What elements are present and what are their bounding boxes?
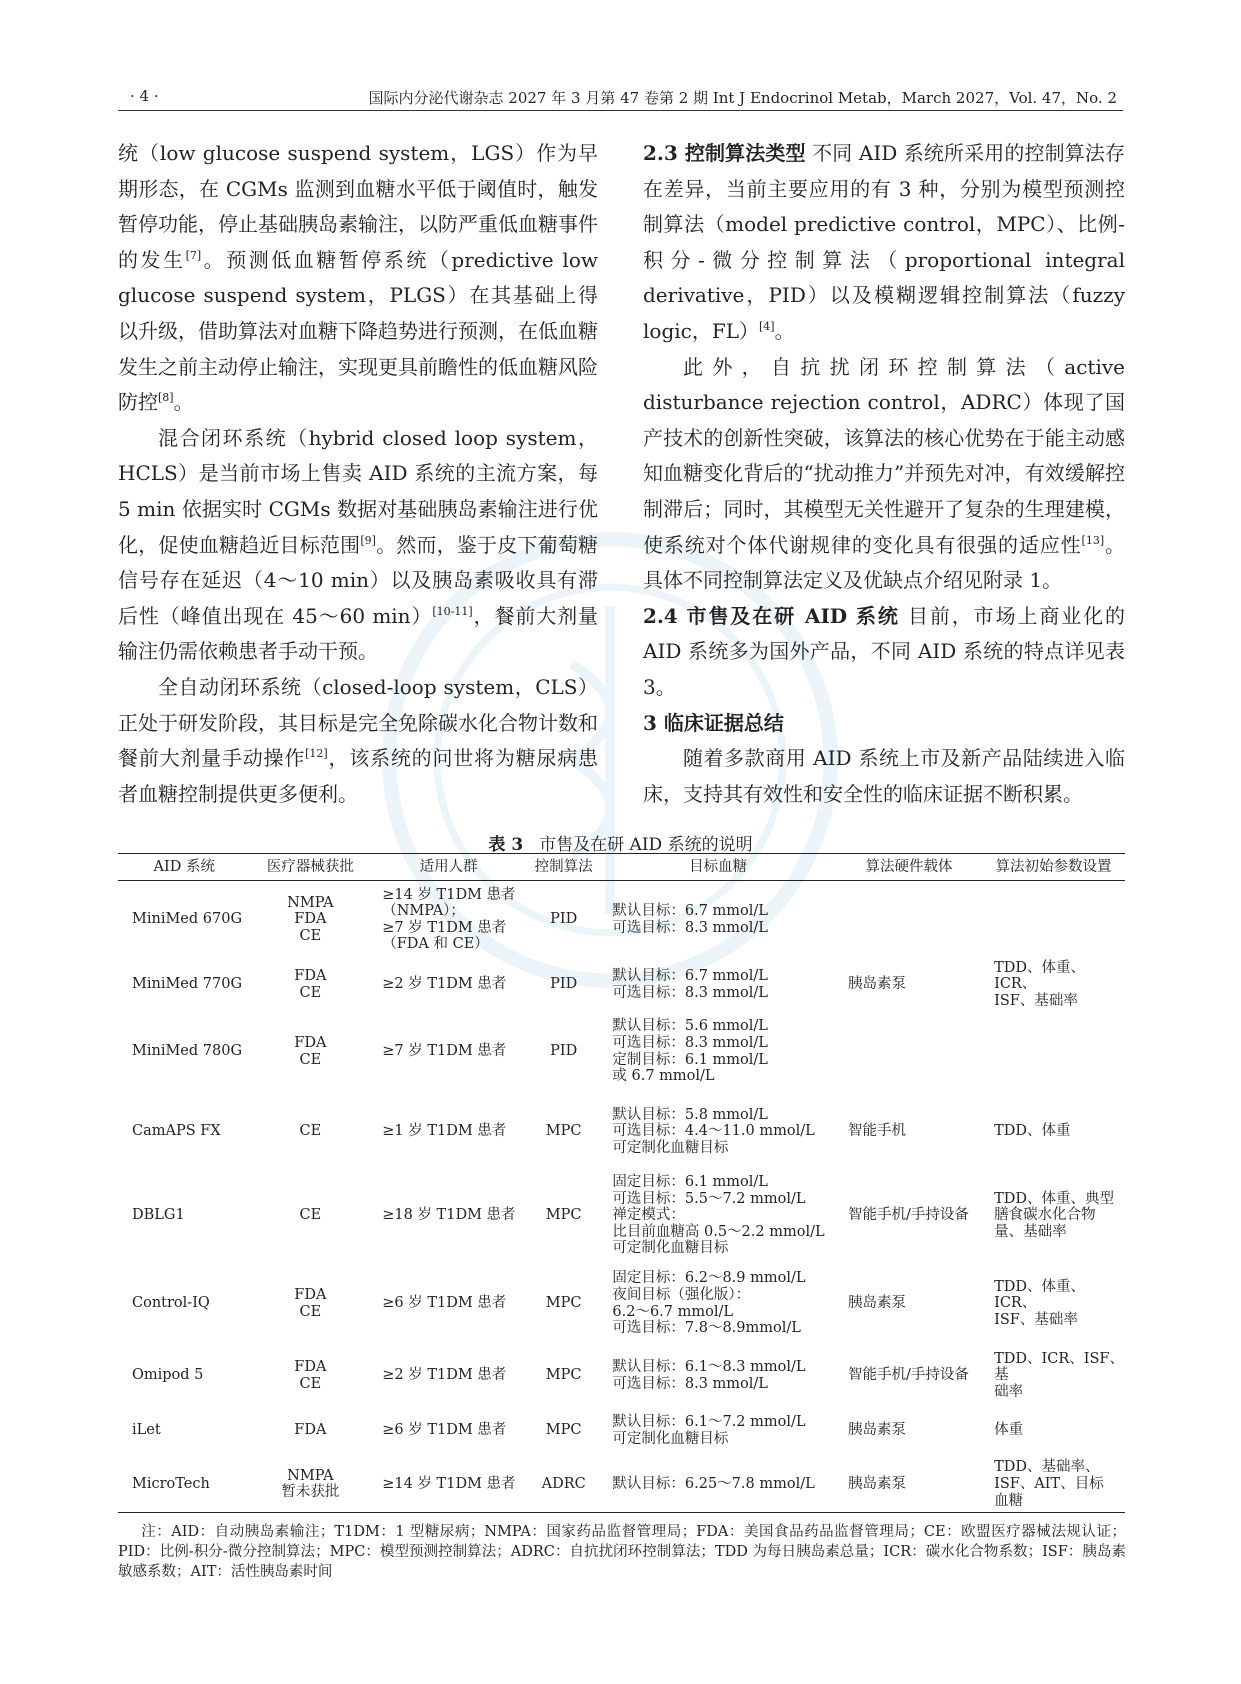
- table-cell: ≥2 岁 T1DM 患者: [382, 1367, 507, 1384]
- header-cell: 算法硬件载体: [836, 854, 982, 881]
- table-cell: 胰岛素泵: [836, 1457, 982, 1513]
- section-2-4: 2.4 市售及在研 AID 系统 目前，市场上商业化的 AID 系统多为国外产品，不同 AID 系统的特点详见表 3。: [643, 603, 1126, 699]
- table-cell: ≥1 岁 T1DM 患者: [382, 1123, 507, 1140]
- table-cell: ADRC: [527, 1457, 600, 1513]
- paragraph-adrc: 此外，自抗扰闭环控制算法（active disturbance rejection control，ADRC）体现了国产技术的创新性突破，该算法的核心优势在于能主动感知血糖变化背后的“扰动推力”并预先对冲，有效缓解控制滞后；同时，其模型无关性避开了复杂的生理建模，使系统对个体代谢规律的变化具有很强的适应性[13]。具体不同控制算法定义及优缺点介绍见附录 1。: [643, 354, 1126, 593]
- running-header: [118, 86, 1123, 111]
- table-row: [118, 1261, 1125, 1347]
- table-cell: [982, 881, 1125, 959]
- section-3-heading: 3 临床证据总结: [643, 710, 784, 735]
- table-cell: 智能手机/手持设备: [847, 1207, 969, 1224]
- table-cell: FDA CE: [294, 967, 327, 1001]
- table-cell: FDA CE: [294, 1286, 327, 1320]
- table-cell: FDA CE: [294, 1034, 327, 1068]
- table-cell: 默认目标：6.1～8.3 mmol/L 可选目标：8.3 mmol/L: [612, 1358, 806, 1392]
- journal-citation: 国际内分泌代谢杂志 2027 年 3 月第 47 卷第 2 期 Int J Endocrinol Metab，March 2027，Vol. 47，No. 2: [368, 89, 1117, 107]
- header-cell: 目标血糖: [600, 854, 836, 881]
- section-heading: 2.4 市售及在研 AID 系统: [643, 603, 900, 628]
- table-cell: 固定目标：6.1 mmol/L 可选目标：5.5～7.2 mmol/L 禅定模式： 比目前血糖高 0.5～2.2 mmol/L 可定制化血糖目标: [612, 1174, 825, 1257]
- table-cell: MPC: [545, 1295, 582, 1312]
- table-row: [118, 1457, 1125, 1513]
- table-title: 市售及在研 AID 系统的说明: [539, 835, 753, 855]
- table-cell: ≥6 岁 T1DM 患者: [382, 1422, 507, 1439]
- header-cell: 控制算法: [527, 854, 600, 881]
- table-cell: MiniMed 770G: [132, 976, 243, 993]
- table-cell: MPC: [545, 1123, 582, 1140]
- table-row: [118, 1171, 1125, 1261]
- paragraph-clinical: 随着多款商用 AID 系统上市及新产品陆续进入临床，支持其有效性和安全性的临床证据不断积累。: [643, 746, 1125, 806]
- table-cell: ≥18 岁 T1DM 患者: [382, 1207, 516, 1224]
- table-cell: MiniMed 780G: [132, 1043, 243, 1060]
- table-cell: TDD、体重: [994, 1123, 1071, 1140]
- table-cell: MiniMed 670G: [132, 911, 243, 928]
- table-cell: PID: [550, 1043, 578, 1060]
- page-number: · 4 ·: [130, 87, 159, 105]
- table-header-row: [118, 854, 1125, 881]
- table-cell: MPC: [545, 1367, 582, 1384]
- table-cell: 智能手机/手持设备: [847, 1367, 969, 1384]
- table-cell: FDA: [294, 1422, 327, 1439]
- table-cell: 默认目标：5.8 mmol/L 可选目标：4.4～11.0 mmol/L 可定制化血糖目标: [612, 1106, 815, 1156]
- table-row: [118, 1093, 1125, 1171]
- table-cell: ≥14 岁 T1DM 患者: [370, 1457, 527, 1513]
- table-row: [118, 1405, 1125, 1457]
- table-cell: [982, 1011, 1125, 1093]
- section-2-3: 2.3 控制算法类型 不同 AID 系统所采用的控制算法存在差异，当前主要应用的有 3 种，分别为模型预测控制算法（model predictive control，MPC）、比例-积分-微分控制算法（proportional integral derivative，PID）以及模糊逻辑控制算法（fuzzy logic，FL）[4]。: [643, 141, 1126, 343]
- table-cell: 体重: [994, 1422, 1024, 1439]
- paragraph-cls: 全自动闭环系统（closed-loop system，CLS）正处于研发阶段，其目标是完全免除碳水化合物计数和餐前大剂量手动操作[12]，该系统的问世将为糖尿病患者血糖控制提供更多便利。: [118, 674, 599, 806]
- table-cell: TDD、体重、ICR、 ISF、基础率: [994, 1278, 1086, 1328]
- table-cell: Control-IQ: [132, 1295, 210, 1312]
- table-cell: NMPA 暂未获批: [251, 1457, 371, 1513]
- table-cell: ≥14 岁 T1DM 患者 （NMPA）； ≥7 岁 T1DM 患者 （FDA 和 CE）: [382, 886, 516, 953]
- table-cell: [836, 1011, 982, 1093]
- table-cell: ≥7 岁 T1DM 患者: [382, 1043, 507, 1060]
- header-cell: AID 系统: [118, 854, 251, 881]
- table-cell: MicroTech: [118, 1457, 251, 1513]
- table-cell: ≥6 岁 T1DM 患者: [382, 1295, 507, 1312]
- table-cell: 默认目标：6.25～7.8 mmol/L: [600, 1457, 836, 1513]
- aid-systems-table: [118, 853, 1125, 1513]
- table-cell: CE: [299, 1207, 322, 1224]
- header-cell: 适用人群: [370, 854, 527, 881]
- table-cell: 胰岛素泵: [847, 1422, 906, 1439]
- paragraph-hcls: 混合闭环系统（hybrid closed loop system，HCLS）是当前市场上售卖 AID 系统的主流方案，每 5 min 依据实时 CGMs 数据对基础胰岛素输注进行优化，促使血糖趋近目标范围[9]。然而，鉴于皮下葡萄糖信号存在延迟（4～10 min）以及胰岛素吸收具有滞后性（峰值出现在 45～60 min）[10-11]，餐前大剂量输注仍需依赖患者手动干预。: [118, 425, 599, 664]
- table-cell: TDD、基础率、 ISF、AIT、目标 血糖: [982, 1457, 1125, 1513]
- table-cell: [836, 881, 982, 959]
- table-row: [118, 959, 1125, 1011]
- table-cell: PID: [550, 976, 578, 993]
- table-footnote: 注：AID：自动胰岛素输注；T1DM：1 型糖尿病；NMPA：国家药品监督管理局；FDA：美国食品药品监督管理局；CE：欧盟医疗器械法规认证；PID：比例-积分-微分控制算法；MPC：模型预测控制算法；ADRC：自抗扰闭环控制算法；TDD 为每日胰岛素总量；ICR：碳水化合物系数；ISF：胰岛素敏感系数；AIT：活性胰岛素时间: [118, 1524, 1127, 1580]
- table-cell: MPC: [545, 1422, 582, 1439]
- header-cell: 医疗器械获批: [251, 854, 371, 881]
- table-cell: DBLG1: [132, 1207, 185, 1224]
- paragraph-lgs: 统（low glucose suspend system，LGS）作为早期形态，在 CGMs 监测到血糖水平低于阈值时，触发暂停功能，停止基础胰岛素输注，以防严重低血糖事件的发生[7]。预测低血糖暂停系统（predictive low glucose suspend system，PLGS）在其基础上得以升级，借助算法对血糖下降趋势进行预测，在低血糖发生之前主动停止输注，实现更具前瞻性的低血糖风险防控[8]。: [118, 141, 598, 415]
- table-cell: 胰岛素泵: [847, 976, 906, 993]
- table-cell: 胰岛素泵: [847, 1295, 906, 1312]
- table-cell: CamAPS FX: [132, 1123, 221, 1140]
- table-caption: [118, 830, 1123, 855]
- table-cell: TDD、ICR、ISF、基 础率: [994, 1350, 1124, 1400]
- table-row: [118, 1011, 1125, 1093]
- table-cell: ≥2 岁 T1DM 患者: [382, 976, 507, 993]
- right-text-column: [643, 136, 1125, 812]
- table-cell: CE: [299, 1123, 322, 1140]
- header-cell: 算法初始参数设置: [982, 854, 1125, 881]
- table-cell: MPC: [545, 1207, 582, 1224]
- table-cell: FDA CE: [294, 1358, 327, 1392]
- left-text-column: [118, 136, 598, 812]
- table-cell: TDD、体重、ICR、 ISF、基础率: [994, 959, 1086, 1009]
- table-cell: 默认目标：6.7 mmol/L 可选目标：8.3 mmol/L: [612, 903, 768, 936]
- table-cell: NMPA FDA CE: [287, 894, 334, 945]
- table-cell: iLet: [132, 1422, 161, 1439]
- table-row: [118, 1347, 1125, 1405]
- table-cell: PID: [550, 911, 578, 928]
- table-row: [118, 881, 1125, 959]
- table-cell: 默认目标：6.7 mmol/L 可选目标：8.3 mmol/L: [612, 967, 768, 1001]
- table-cell: 默认目标：5.6 mmol/L 可选目标：8.3 mmol/L 定制目标：6.1 mmol/L 或 6.7 mmol/L: [612, 1018, 768, 1085]
- table-cell: Omipod 5: [132, 1367, 204, 1384]
- table-cell: TDD、体重、典型 膳食碳水化合物 量、基础率: [994, 1190, 1115, 1240]
- section-heading: 2.3 控制算法类型: [643, 141, 806, 165]
- table-label: 表 3: [488, 835, 524, 855]
- table-cell: 固定目标：6.2～8.9 mmol/L 夜间目标（强化版）： 6.2～6.7 mmol/L 可选目标：7.8～8.9mmol/L: [612, 1270, 806, 1337]
- table-cell: 默认目标：6.1～7.2 mmol/L 可定制化血糖目标: [612, 1413, 806, 1447]
- table-cell: 智能手机: [847, 1123, 906, 1140]
